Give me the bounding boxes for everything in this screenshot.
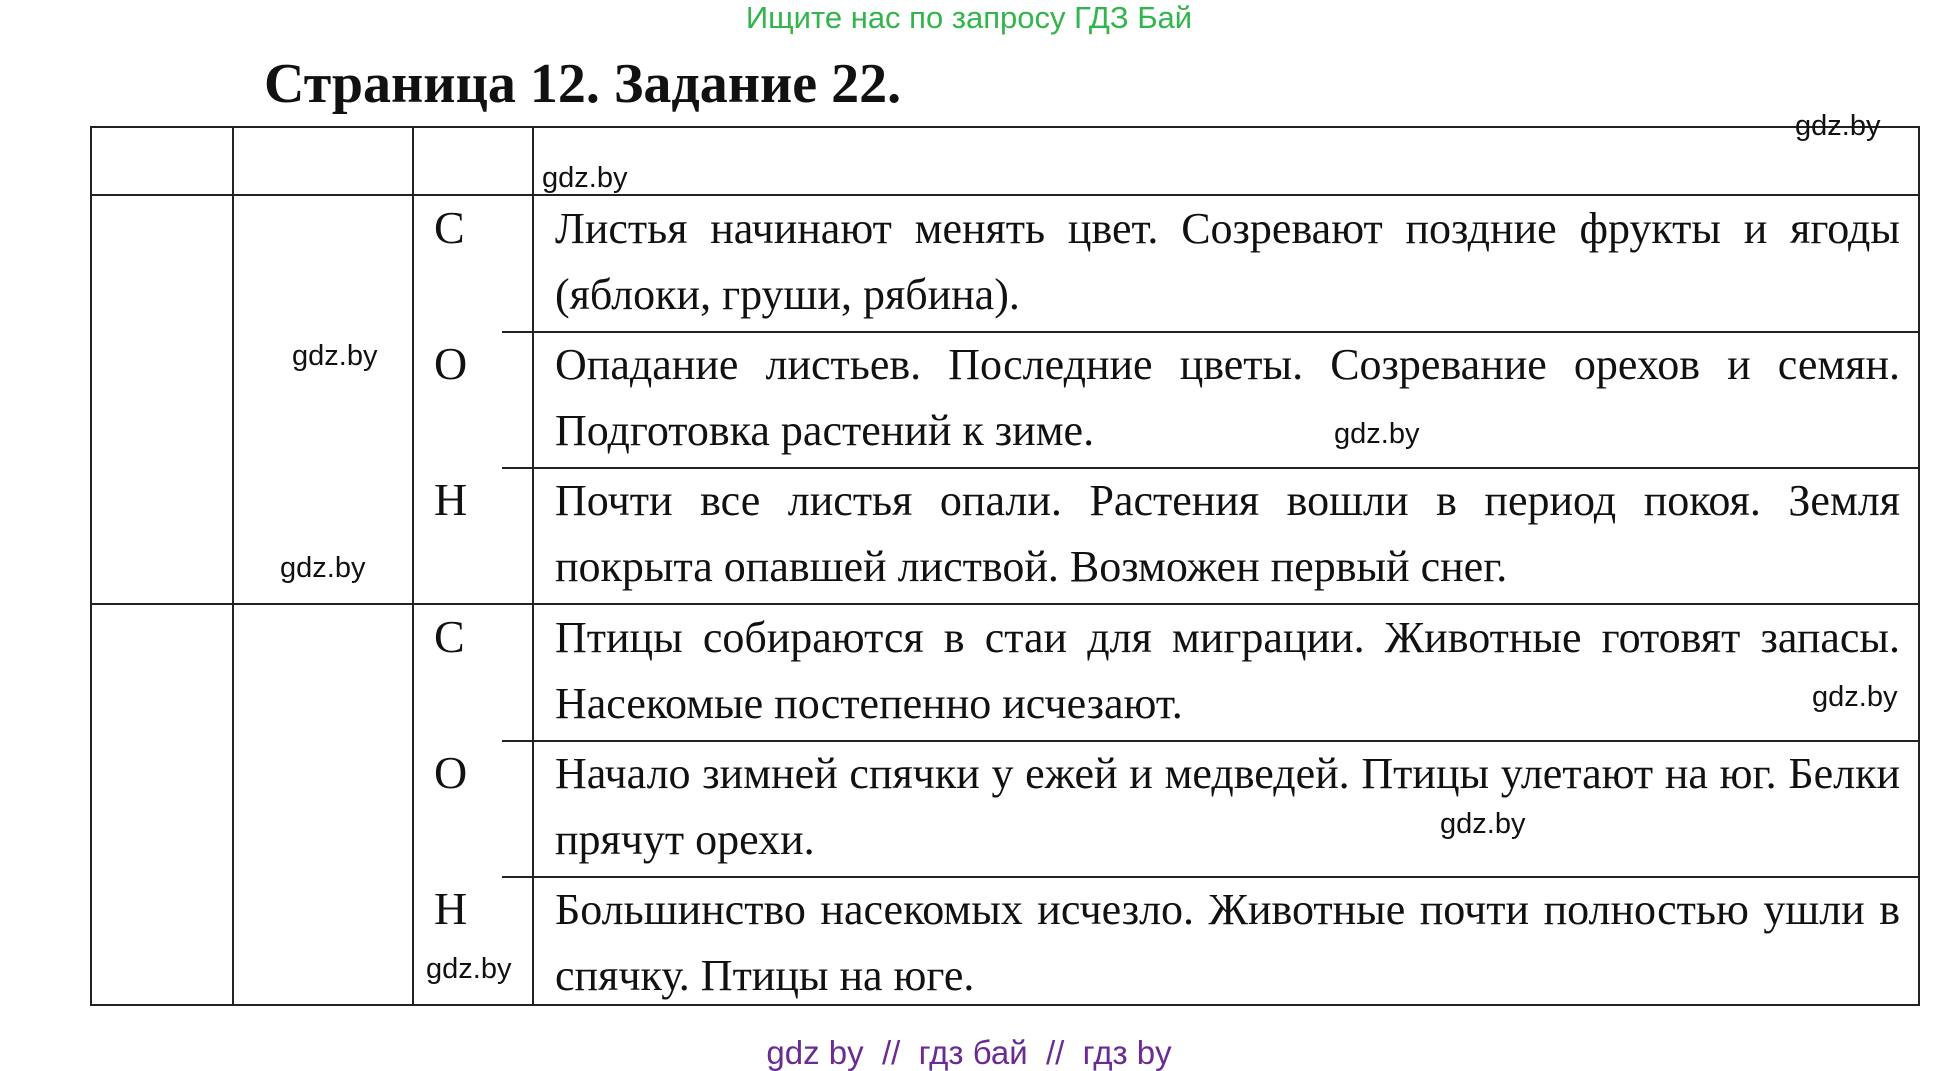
watermark: gdz.by xyxy=(1440,808,1526,840)
watermark: gdz.by xyxy=(280,552,366,584)
row-letter: С xyxy=(434,202,465,253)
column-divider xyxy=(232,126,234,1006)
footer-links[interactable]: gdz by // гдз бай // гдз by xyxy=(766,1034,1172,1071)
row-text: Начало зимней спячки у ежей и медведей. Птицы улетают на юг. Белки прячут орехи. xyxy=(555,749,1900,864)
watermark: gdz.by xyxy=(1812,681,1898,713)
row-letter: О xyxy=(434,338,468,389)
row-letter: С xyxy=(434,611,465,662)
table-border-right xyxy=(1918,126,1920,1006)
watermark: gdz.by xyxy=(426,953,512,985)
page-title: Страница 12. Задание 22. xyxy=(264,53,902,115)
column-divider xyxy=(532,126,534,1006)
search-banner[interactable]: Ищите нас по запросу ГДЗ Бай xyxy=(745,0,1193,35)
watermark: gdz.by xyxy=(1334,418,1420,450)
column-divider xyxy=(412,126,414,1006)
row-text: Большинство насекомых исчезло. Животные почти полностью ушли в спячку. Птицы на юге. xyxy=(555,885,1900,1000)
row-text: Листья начинают менять цвет. Созревают поздние фрукты и ягоды (яблоки, груши, рябина). xyxy=(555,204,1900,319)
watermark: gdz.by xyxy=(292,340,378,372)
row-letter: Н xyxy=(434,474,468,525)
row-text: Почти все листья опали. Растения вошли в период покоя. Земля покрыта опавшей листвой. Возможен первый снег. xyxy=(555,476,1900,591)
row-letter: О xyxy=(434,747,468,798)
table-border-left xyxy=(90,126,92,1006)
watermark: gdz.by xyxy=(1795,110,1881,142)
row-letter: Н xyxy=(434,883,468,934)
row-text: Опадание листьев. Последние цветы. Созревание орехов и семян. Подготовка растений к зиме. xyxy=(555,340,1900,455)
watermark: gdz.by xyxy=(542,162,628,194)
row-text: Птицы собираются в стаи для миграции. Животные готовят запасы. Насекомые постепенно исчезают. xyxy=(555,613,1900,728)
table-border-top xyxy=(90,126,1920,128)
